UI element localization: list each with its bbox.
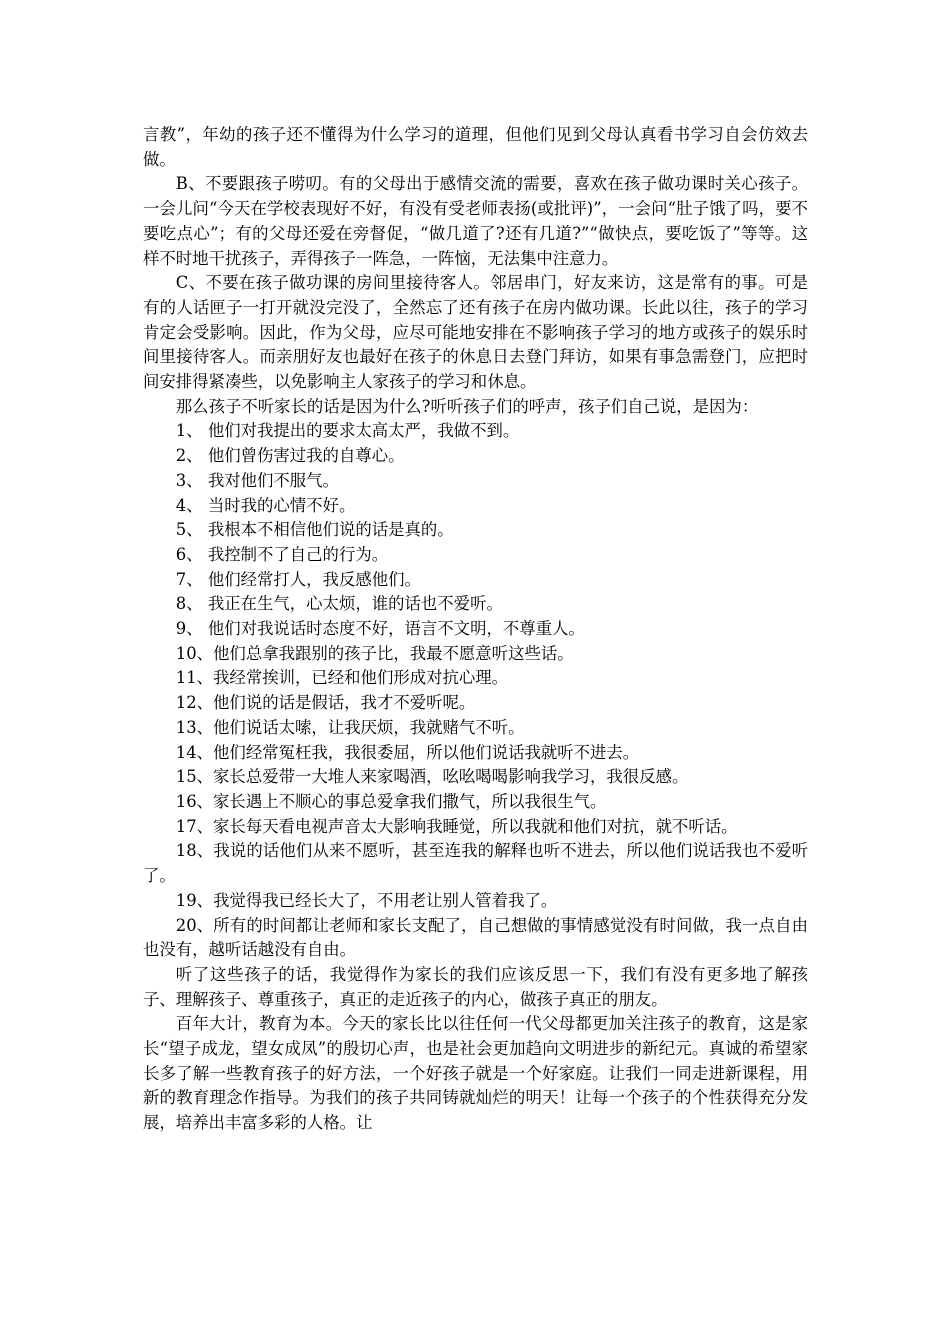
list-item: 1、 他们对我提出的要求太高太严，我做不到。: [175, 421, 520, 441]
list-item: 16、家长遇上不顺心的事总爱拿我们撒气，所以我很生气。: [175, 791, 607, 811]
document-body: [143, 123, 808, 1136]
list-item: 13、他们说话太嗦，让我厌烦，我就赌气不听。: [175, 717, 525, 737]
reasons-list: [143, 419, 808, 962]
list-item: 19、我觉得我已经长大了，不用老让别人管着我了。: [175, 890, 558, 910]
list-item: 9、 他们对我说话时态度不好，语言不文明，不尊重人。: [175, 619, 585, 639]
paragraph-conclusion: 百年大计，教育为本。今天的家长比以往任何一代父母都更加关注孩子的教育，这是家长“望子成龙，望女成凤”的殷切心声，也是社会更加趋向文明进步的新纪元。真诚的希望家长多了解一些教育孩子的好方法，一个好孩子就是一个好家庭。让我们一同走进新课程，用新的教育理念作指导。为我们的孩子共同铸就灿烂的明天！让每一个孩子的个性获得充分发展，培养出丰富多彩的人格。让: [143, 1014, 808, 1133]
list-item: 12、他们说的话是假话，我才不爱听呢。: [175, 693, 476, 713]
paragraph-reflection: 听了这些孩子的话，我觉得作为家长的我们应该反思一下，我们有没有更多地了解孩子、理解孩子、尊重孩子，真正的走近孩子的内心，做孩子真正的朋友。: [143, 964, 808, 1009]
list-item: 8、 我正在生气，心太烦，谁的话也不爱听。: [175, 594, 503, 614]
paragraph-continuation: 言教”，年幼的孩子还不懂得为什么学习的道理，但他们见到父母认真看书学习自会仿效去做。: [143, 125, 808, 169]
paragraph-c-no-guests: C、不要在孩子做功课的房间里接待客人。邻居串门，好友来访，这是常有的事。可是有的人话匣子一打开就没完没了，全然忘了还有孩子在房内做功课。长此以往，孩子的学习肯定会受影响。因此，作为父母，应尽可能地安排在不影响孩子学习的地方或孩子的娱乐时间里接待客人。而亲朋好友也最好在孩子的休息日去登门拜访，如果有事急需登门，应把时间安排得紧凑些，以免影响主人家孩子的学习和休息。: [143, 273, 808, 392]
list-item: 20、所有的时间都让老师和家长支配了，自己想做的事情感觉没有时间做，我一点自由也没有，越听话越没有自由。: [143, 915, 808, 960]
list-item: 18、我说的话他们从来不愿听，甚至连我的解释也听不进去，所以他们说话我也不爱听了。: [143, 841, 808, 886]
list-item: 7、 他们经常打人，我反感他们。: [175, 569, 421, 589]
list-item: 6、 我控制不了自己的行为。: [175, 544, 389, 564]
list-item: 11、我经常挨训，已经和他们形成对抗心理。: [175, 668, 509, 688]
paragraph-b-no-nagging: B、不要跟孩子唠叨。有的父母出于感情交流的需要，喜欢在孩子做功课时关心孩子。一会儿问“今天在学校表现好不好，有没有受老师表扬(或批评)”，一会问“肚子饿了吗，要不要吃点心”；有的父母还爱在旁督促，“做几道了?还有几道?”“做快点，要吃饭了”等等。这样不时地干扰孩子，弄得孩子一阵急，一阵恼，无法集中注意力。: [143, 174, 808, 268]
list-item: 10、他们总拿我跟别的孩子比，我最不愿意听这些话。: [175, 643, 574, 663]
list-item: 4、 当时我的心情不好。: [175, 495, 356, 515]
list-item: 14、他们经常冤枉我，我很委屈，所以他们说话我就听不进去。: [175, 742, 640, 762]
list-item: 2、 他们曾伤害过我的自尊心。: [175, 446, 405, 466]
list-item: 5、 我根本不相信他们说的话是真的。: [175, 520, 454, 540]
list-item: 17、家长每天看电视声音太大影响我睡觉，所以我就和他们对抗，就不听话。: [175, 816, 738, 836]
list-item: 15、家长总爱带一大堆人来家喝酒，吆吆喝喝影响我学习，我很反感。: [175, 767, 689, 787]
list-item: 3、 我对他们不服气。: [175, 470, 339, 490]
paragraph-reasons-intro: 那么孩子不听家长的话是因为什么?听听孩子们的呼声，孩子们自己说，是因为：: [175, 396, 759, 416]
